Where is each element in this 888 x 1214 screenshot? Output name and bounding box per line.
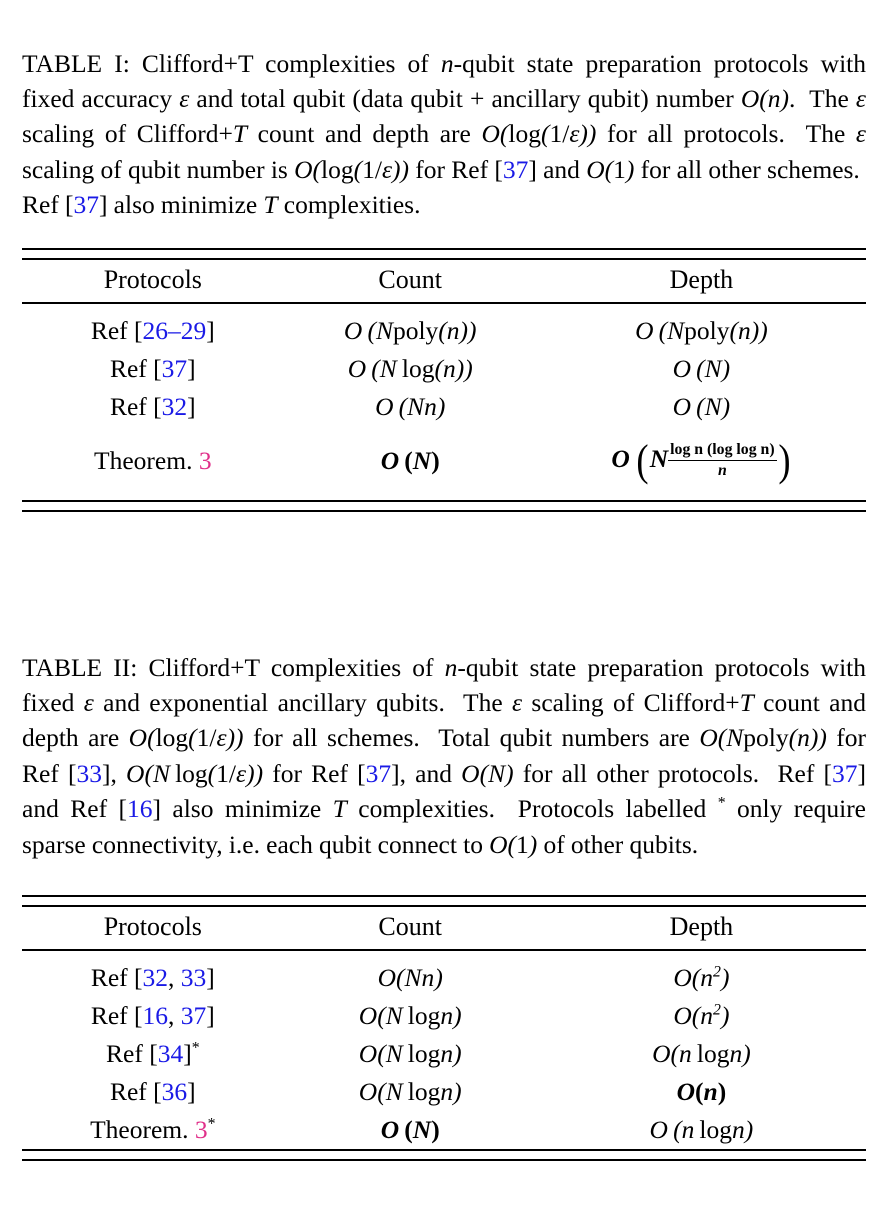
table2-row3-protocol: Ref [36] [109, 1077, 196, 1107]
table2-row0-protocol: Ref [32, 33] [90, 963, 215, 993]
table1-header-count: Count [378, 265, 442, 295]
table-row [22, 388, 866, 426]
citation-16[interactable]: 16 [126, 794, 153, 824]
table2-bottom-rule [22, 1150, 866, 1160]
table1-row1-protocol: Ref [37] [109, 354, 196, 384]
table1-top-rule [22, 249, 866, 259]
table-1 [22, 248, 866, 512]
table2-header-count: Count [378, 912, 442, 942]
table2-row0-count: O(Nn) [377, 963, 443, 993]
table1-header-depth: Depth [669, 265, 734, 295]
citation-32[interactable]: 32 [161, 392, 188, 422]
citation-37[interactable]: 37 [180, 1001, 207, 1031]
table1-row1-depth: O (N) [672, 354, 731, 384]
table1-caption: TABLE I: Clifford+T complexities of n-qubit state preparation protocols with fixed accuracy ε and total qubit (data qubit + ancillary qubit) number O(n). The ε scaling of Clifford+T count and depth are O(log(1/ε)) for all protocols. The ε scaling of qubit number is O(log(1/ε)) for Ref [37] and O(1) for all other schemes. Ref [37] also minimize T complexities. [22, 48, 866, 220]
table1-header-row [22, 259, 866, 303]
table2-row1-count: O(N logn) [358, 1001, 462, 1031]
fraction-denominator: n [717, 461, 727, 479]
table1-row2-depth: O (N) [672, 392, 731, 422]
table1-row0-depth: O (Npoly(n)) [635, 316, 768, 346]
table1-row0-protocol: Ref [26–29] [90, 316, 215, 346]
table2-row4-protocol: Theorem. 3* [90, 1115, 216, 1145]
table1-row3-protocol: Theorem. 3 [94, 446, 212, 476]
section-spacer [22, 512, 866, 624]
table2-row2-depth: O(n logn) [652, 1039, 751, 1069]
sparse-connectivity-marker: * [191, 1039, 200, 1057]
table1-bottom-rule [22, 501, 866, 511]
citation-37[interactable]: 37 [73, 190, 99, 220]
table2-spacer [22, 887, 866, 895]
sparse-connectivity-marker: * [207, 1115, 216, 1133]
table2-row3-count: O(N logn) [358, 1077, 462, 1107]
citation-34[interactable]: 34 [157, 1039, 184, 1069]
table2-row3-depth: O(n) [676, 1077, 727, 1107]
table1-row0-count: O (Npoly(n)) [343, 316, 477, 346]
table-row [22, 1111, 866, 1150]
theorem-number[interactable]: 3 [198, 446, 212, 476]
table2-row2-count: O(N logn) [358, 1039, 462, 1069]
citation-37[interactable]: 37 [161, 354, 188, 384]
theorem-number[interactable]: 3 [194, 1115, 208, 1145]
table2-row1-protocol: Ref [16, 37] [90, 1001, 215, 1031]
table2-row1-depth: $O(n^2)$ [673, 1001, 730, 1031]
citation-37[interactable]: 37 [502, 154, 529, 184]
table1-row2-count: O (Nn) [375, 392, 446, 422]
table-row [22, 1073, 866, 1111]
table1-row2-protocol: Ref [32] [109, 392, 196, 422]
citation-37[interactable]: 37 [365, 758, 392, 788]
table-row [22, 350, 866, 388]
table-row [22, 959, 866, 997]
table1-row3-count: O (N) [380, 446, 440, 476]
table2-header-protocols: Protocols [103, 912, 202, 942]
paper-page [0, 26, 888, 1214]
citation-26-29[interactable]: 26–29 [142, 316, 207, 346]
table-row [22, 1035, 866, 1073]
table1-header-rule [22, 303, 866, 312]
citation-16[interactable]: 16 [142, 1001, 169, 1031]
table2-row4-count: O (N) [380, 1115, 440, 1145]
table-row [22, 312, 866, 350]
table1-row3-depth: O (N $\frac{\text{log n (log log n)}}{n}$ ) [611, 435, 791, 486]
table2-header-depth: Depth [669, 912, 734, 942]
table2-row2-protocol: Ref [34]* [106, 1039, 200, 1069]
table-row [22, 997, 866, 1035]
citation-33[interactable]: 33 [76, 758, 102, 788]
table2-row0-depth: $O(n^2)$ [673, 963, 730, 993]
fraction-numerator: log n (log log n) [668, 441, 776, 461]
table1-header-protocols: Protocols [103, 265, 202, 295]
table2-top-rule [22, 896, 866, 906]
citation-32[interactable]: 32 [142, 963, 169, 993]
table2-header-rule [22, 950, 866, 959]
table1-row1-count: O (N log(n)) [347, 354, 473, 384]
table-row [22, 426, 866, 501]
table-2 [22, 895, 866, 1161]
citation-37[interactable]: 37 [831, 758, 858, 788]
table2-header-row [22, 906, 866, 950]
table2-caption: TABLE II: Clifford+T complexities of n-qubit state preparation protocols with fixed ε and exponential ancillary qubits. The ε scaling of Clifford+T count and depth are O(log(1/ε)) for all schemes. Total qubit numbers are O(Npoly(n)) for Ref [33], O(N log(1/ε)) for Ref [37], and O(N) for all other protocols. Ref [37] and Ref [16] also minimize T complexities. Protocols labelled * only require sparse connectivity, i.e. each qubit connect to O(1) of other qubits. [22, 652, 867, 859]
table2-row4-depth: O (n logn) [649, 1115, 754, 1145]
citation-33[interactable]: 33 [180, 963, 207, 993]
citation-36[interactable]: 36 [161, 1077, 188, 1107]
depth-fraction [668, 441, 776, 479]
